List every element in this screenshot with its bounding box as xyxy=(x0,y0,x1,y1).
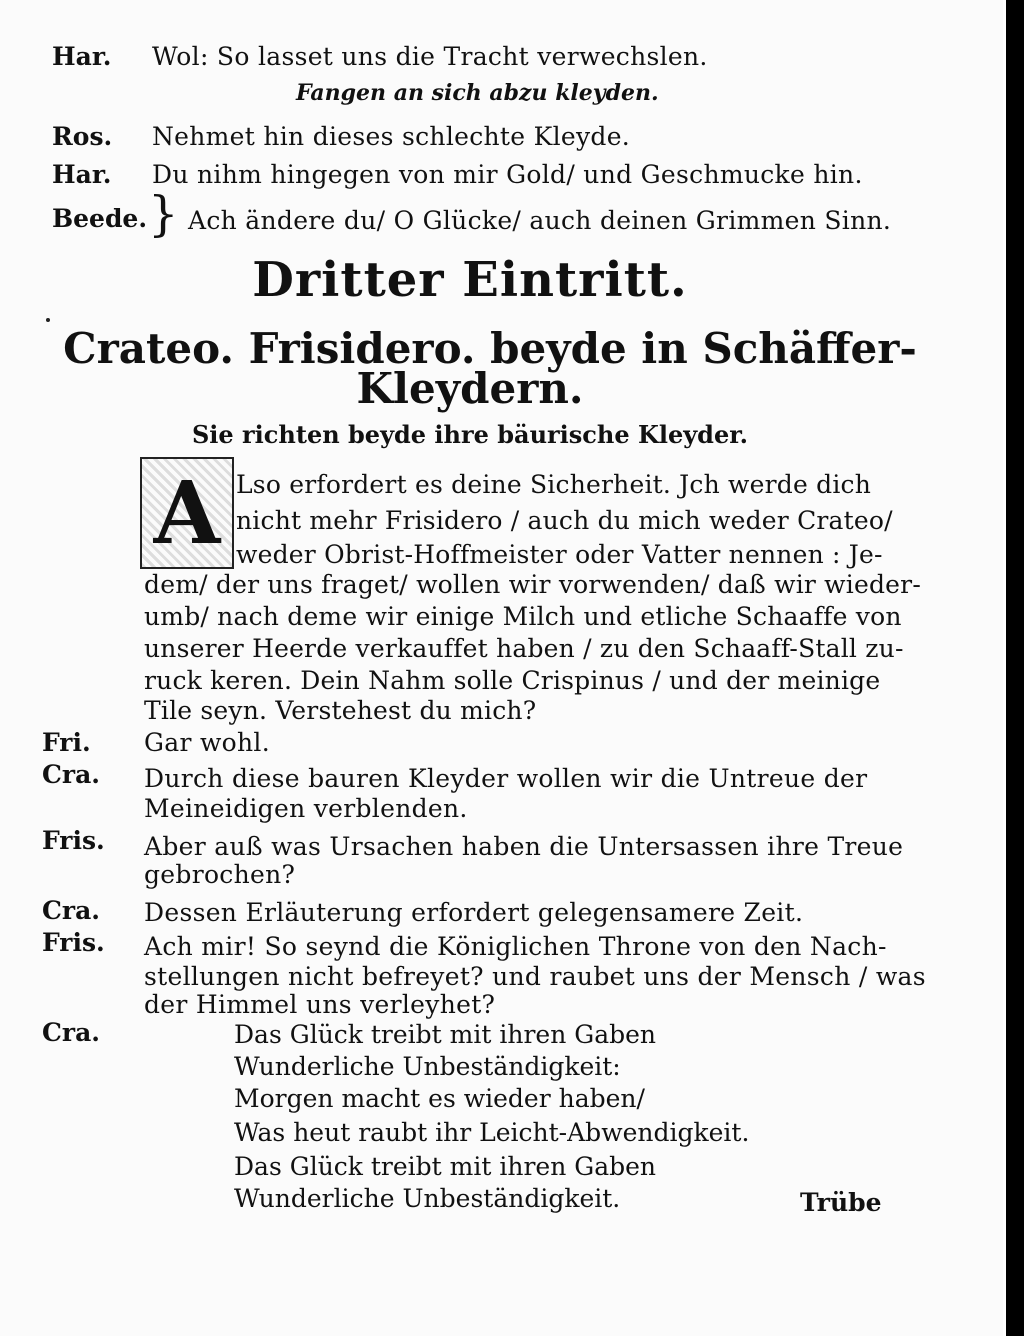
dialogue-line: gebrochen? xyxy=(144,860,296,889)
dialogue-line: Meineidigen verblenden. xyxy=(144,794,468,823)
dialogue-line: Durch diese bauren Kleyder wollen wir die Untreue der xyxy=(144,764,868,793)
speaker-label: Ros. xyxy=(52,122,113,151)
verse-line: Wunderliche Unbeständigkeit: xyxy=(234,1052,621,1081)
scene-stage-direction: Sie richten beyde ihre bäurische Kleyder. xyxy=(191,420,749,449)
speaker-label: Cra. xyxy=(42,760,100,789)
verse-line: Das Glück treibt mit ihren Gaben xyxy=(234,1020,657,1049)
speaker-label: Beede. xyxy=(52,204,148,233)
speaker-label: Cra. xyxy=(42,1018,100,1047)
paragraph-line: dem/ der uns fraget/ wollen wir vorwenden/ daß wir wieder- xyxy=(144,570,921,599)
dialogue-line: stellungen nicht befreyet? und raubet uns der Mensch / was xyxy=(144,962,926,991)
catchword: Trübe xyxy=(800,1188,882,1217)
dialogue-line: Dessen Erläuterung erfordert gelegensamere Zeit. xyxy=(144,898,804,927)
paragraph-line: umb/ nach deme wir einige Milch und etliche Schaaffe von xyxy=(144,602,902,631)
paragraph-line: ruck keren. Dein Nahm solle Crispinus / und der meinige xyxy=(144,666,881,695)
speaker-label: Fris. xyxy=(42,928,105,957)
verse-line: Was heut raubt ihr Leicht-Abwendigkeit. xyxy=(234,1118,750,1147)
paragraph-line: nicht mehr Frisidero / auch du mich weder Crateo/ xyxy=(236,506,893,535)
speaker-label: Cra. xyxy=(42,896,100,925)
speaker-label: Fri. xyxy=(42,728,91,757)
scene-title: Dritter Eintritt. xyxy=(252,252,688,308)
paragraph-line: Lso erfordert es deine Sicherheit. Jch werde dich xyxy=(236,470,872,499)
speaker-label: Har. xyxy=(52,160,112,189)
stage-direction: Fangen an sich abzu kleyden. xyxy=(296,80,659,106)
speaker-label: Har. xyxy=(52,42,112,71)
verse-line: Das Glück treibt mit ihren Gaben xyxy=(234,1152,657,1181)
ink-speck xyxy=(46,318,50,322)
cast-list-continued: Kleydern. xyxy=(356,364,584,413)
dialogue-line: Wol: So lasset uns die Tracht verwechslen. xyxy=(152,42,708,71)
paragraph-line: Tile seyn. Verstehest du mich? xyxy=(144,696,537,725)
dialogue-line: Aber auß was Ursachen haben die Untersassen ihre Treue xyxy=(144,832,904,861)
verse-line: Morgen macht es wieder haben/ xyxy=(234,1084,645,1113)
paragraph-line: unserer Heerde verkauffet haben / zu den Schaaff-Stall zu- xyxy=(144,634,904,663)
dialogue-line: Gar wohl. xyxy=(144,728,270,757)
dialogue-line: Nehmet hin dieses schlechte Kleyde. xyxy=(152,122,631,151)
drop-cap: A xyxy=(140,457,234,569)
verse-line: Wunderliche Unbeständigkeit. xyxy=(234,1184,621,1213)
paragraph-line: weder Obrist-Hoffmeister oder Vatter nennen : Je- xyxy=(236,540,883,569)
cast-list: Crateo. Frisidero. beyde in Schäffer- xyxy=(63,324,917,373)
speaker-label: Fris. xyxy=(42,826,105,855)
dialogue-line: Ach ändere du/ O Glücke/ auch deinen Grimmen Sinn. xyxy=(188,206,892,235)
brace-mark: } xyxy=(148,186,179,242)
dialogue-line: Ach mir! So seynd die Königlichen Throne von den Nach- xyxy=(144,932,887,961)
dialogue-line: der Himmel uns verleyhet? xyxy=(144,990,496,1019)
dialogue-line: Du nihm hingegen von mir Gold/ und Geschmucke hin. xyxy=(152,160,863,189)
